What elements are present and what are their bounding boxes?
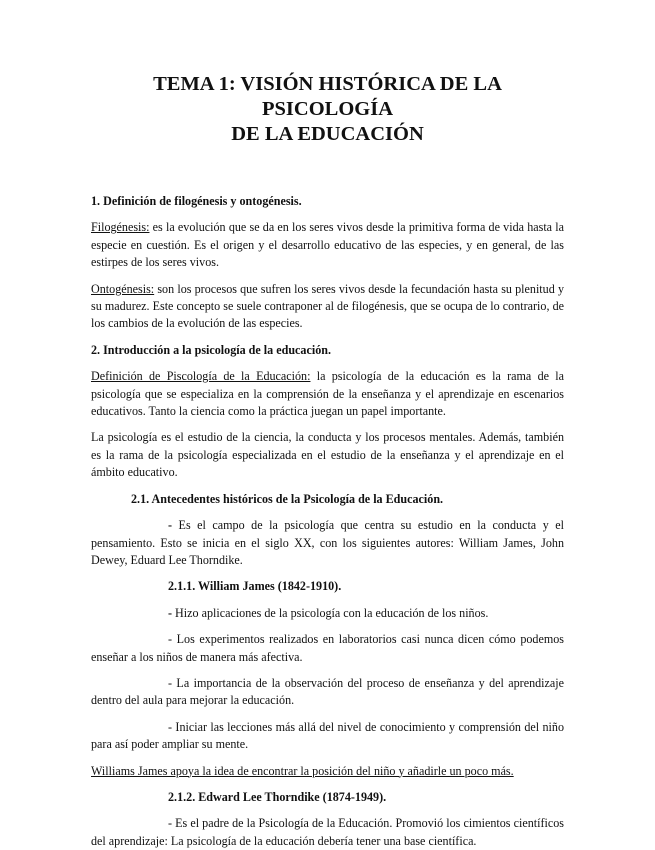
definition-term: Definición de Piscología de la Educación: — [91, 369, 311, 384]
section-1-heading: 1. Definición de filogénesis y ontogénesis. — [91, 194, 302, 208]
section-2-1-2-heading: 2.1.2. Edward Lee Thorndike (1874-1949). — [168, 789, 387, 804]
psychology-paragraph: La psicología es el estudio de la ciencia, la conducta y los procesos mentales. Además, también es la rama de la psicología especializada en el estudio de la enseñanza y el aprendizaje en el ámbito educativo. — [91, 430, 564, 480]
title-line-2: DE LA EDUCACIÓN — [231, 123, 424, 145]
james-item-1-text: Hizo aplicaciones de la psicología con la educación de los niños. — [172, 605, 489, 620]
section-2-1-text: Es el campo de la psicología que centra su estudio en la conducta y el pensamiento. Esto se inicia en el siglo XX, con los siguientes autores: William James, John Dewey, Eduard Lee Thorndike. — [91, 518, 564, 567]
ontogenesis-term: Ontogénesis: — [91, 281, 155, 296]
definition-text: la psicología de la educación es la rama de la psicología que se especializa en la comprensión de la enseñanza y el aprendizaje en escenarios educativos. Tanto la ciencia como la práctica juegan un papel importante. — [91, 369, 564, 419]
filogenesis-term: Filogénesis: — [91, 220, 150, 235]
section-2-heading: 2. Introducción a la psicología de la educación. — [91, 342, 331, 357]
bullet-dash: - — [168, 518, 173, 533]
james-item-4: - Iniciar las lecciones más allá del nivel de conocimiento y comprensión del niño para así poder ampliar su mente. — [91, 719, 564, 752]
definition-paragraph — [91, 368, 564, 420]
page-title — [91, 72, 564, 147]
james-item-2: - Los experimentos realizados en laboratorios casi nunca dicen cómo podemos enseñar a los niños de manera más afectiva. — [91, 632, 564, 664]
title-line-1: TEMA 1: VISIÓN HISTÓRICA DE LA PSICOLOGÍA — [153, 73, 502, 120]
james-item-1 — [91, 605, 564, 622]
section-2-1-1-heading: 2.1.1. William James (1842-1910). — [168, 579, 342, 594]
filogenesis-paragraph — [91, 219, 564, 271]
james-item-3: - La importancia de la observación del proceso de enseñanza y del aprendizaje dentro del aula para mejorar la educación. — [91, 675, 564, 708]
ontogenesis-paragraph — [91, 281, 564, 333]
bullet-dash: - — [168, 605, 173, 620]
ontogenesis-text: son los procesos que sufren los seres vivos desde la fecundación hasta su plenitud y su madurez. Este concepto se suele contraponer al de filogénesis, que se ocupa de lo contrario, de los cambios de la evolución de las especies. — [91, 281, 564, 331]
filogenesis-text: es la evolución que se da en los seres vivos desde la primitiva forma de vida hasta la especie en cuestión. Es el origen y el desarrollo educativo de las especies, y en general, de las estirpes de los seres vivos. — [91, 220, 564, 270]
section-2-1-heading: 2.1. Antecedentes históricos de la Psicología de la Educación. — [131, 491, 444, 506]
section-2-1-paragraph — [91, 517, 564, 569]
thorndike-item-1: - Es el padre de la Psicología de la Educación. Promovió los cimientos científicos del aprendizaje: La psicología de la educación debería tener una base científica. — [91, 816, 564, 848]
james-summary: Williams James apoya la idea de encontrar la posición del niño y añadirle un poco más. — [91, 763, 514, 778]
